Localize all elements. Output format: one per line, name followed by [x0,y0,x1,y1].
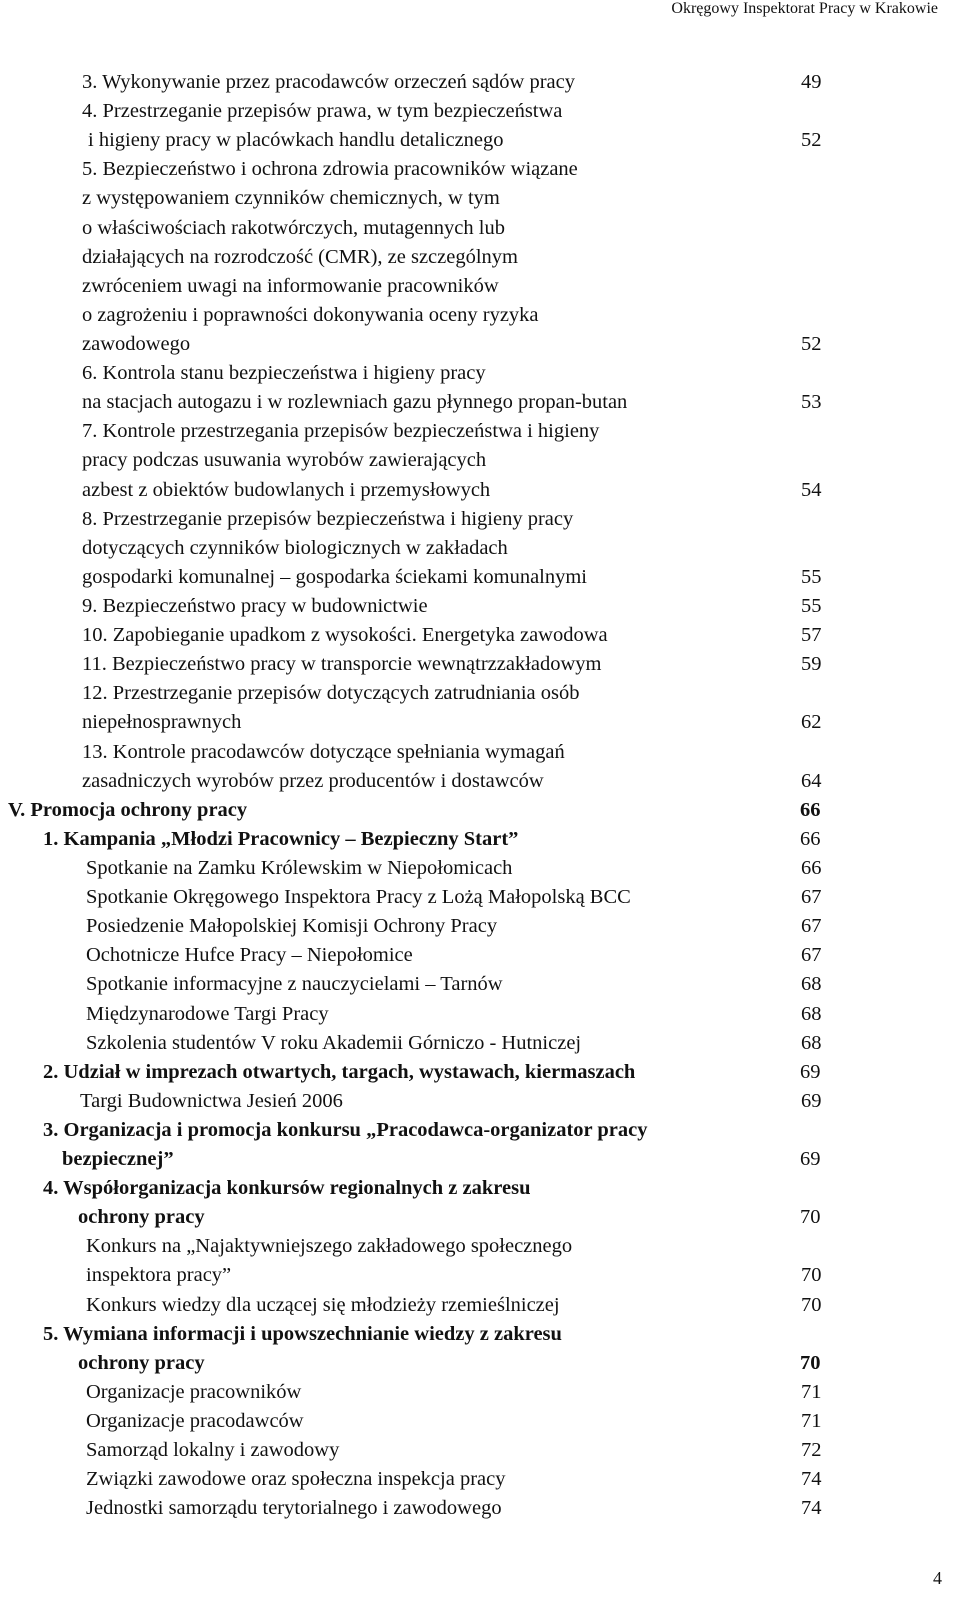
toc-entry-page: 66 [800,827,821,850]
toc-entry-page: 52 [801,129,822,152]
toc-entry-page: 57 [801,624,822,647]
toc-entry [0,708,960,737]
toc-entry [0,621,960,650]
toc-entry [0,1261,960,1290]
toc-entry [0,330,960,359]
table-of-contents [0,68,960,1523]
toc-entry-page: 68 [801,973,822,996]
toc-entry [0,214,960,243]
toc-entry-title: ochrony pracy [78,1351,205,1374]
running-header: Okręgowy Inspektorat Pracy w Krakowie [671,0,938,17]
toc-entry [0,476,960,505]
toc-entry [0,679,960,708]
toc-entry-title: zwróceniem uwagi na informowanie pracowników [82,274,499,297]
toc-entry [0,97,960,126]
toc-entry-title: Spotkanie informacyjne z nauczycielami – Tarnów [86,973,503,996]
toc-entry [0,941,960,970]
toc-entry-page: 67 [801,944,822,967]
toc-entry [0,1058,960,1087]
toc-entry-title: Konkurs wiedzy dla uczącej się młodzieży rzemieślniczej [86,1293,560,1316]
toc-entry-title: 9. Bezpieczeństwo pracy w budownictwie [82,594,428,617]
toc-entry-title: 6. Kontrola stanu bezpieczeństwa i higieny pracy [82,362,486,385]
toc-entry-title: gospodarki komunalnej – gospodarka ściekami komunalnymi [82,565,588,588]
toc-entry-page: 49 [801,71,822,93]
toc-entry-title: Targi Budownictwa Jesień 2006 [80,1089,343,1112]
toc-entry [0,825,960,854]
toc-entry-page: 64 [801,769,822,792]
toc-entry-title: i higieny pracy w placówkach handlu detalicznego [88,129,504,152]
toc-entry-title: Organizacje pracodawców [86,1410,304,1433]
toc-entry-page: 54 [801,478,822,501]
toc-entry-title: z występowaniem czynników chemicznych, w tym [82,187,500,210]
toc-entry [0,970,960,999]
toc-entry [0,1436,960,1465]
toc-entry-title: na stacjach autogazu i w rozlewniach gazu płynnego propan-butan [82,391,628,414]
toc-entry-title: pracy podczas usuwania wyrobów zawierających [82,449,487,472]
toc-entry-title: Spotkanie Okręgowego Inspektora Pracy z Lożą Małopolską BCC [86,886,631,909]
toc-entry-page: 71 [801,1380,822,1403]
toc-entry [0,505,960,534]
toc-entry-title: zasadniczych wyrobów przez producentów i dostawców [82,769,544,792]
toc-entry-title: 4. Przestrzeganie przepisów prawa, w tym bezpieczeństwa [82,100,563,123]
toc-entry-title: V. Promocja ochrony pracy [8,798,248,821]
toc-entry [0,534,960,563]
toc-entry [0,854,960,883]
toc-entry-title: dotyczących czynników biologicznych w zakładach [82,536,508,559]
toc-entry [0,1174,960,1203]
toc-entry-title: 3. Wykonywanie przez pracodawców orzeczeń sądów pracy [82,71,576,93]
toc-entry-page: 71 [801,1410,822,1433]
toc-entry-page: 62 [801,711,822,734]
toc-entry-title: Posiedzenie Małopolskiej Komisji Ochrony Pracy [86,915,498,938]
toc-entry [0,272,960,301]
toc-entry [0,243,960,272]
toc-entry [0,1145,960,1174]
toc-entry [0,1000,960,1029]
toc-entry-page: 69 [801,1089,822,1112]
toc-entry-page: 68 [801,1002,822,1025]
toc-entry [0,1465,960,1494]
toc-entry-title: Spotkanie na Zamku Królewskim w Niepołomicach [86,856,513,879]
toc-entry-title: Jednostki samorządu terytorialnego i zawodowego [86,1497,502,1520]
toc-entry-page: 70 [800,1206,821,1229]
toc-entry-page: 70 [800,1351,821,1374]
toc-entry-page: 70 [801,1264,822,1287]
toc-entry [0,359,960,388]
toc-entry-title: o zagrożeniu i poprawności dokonywania oceny ryzyka [82,303,539,326]
toc-entry-title: 7. Kontrole przestrzegania przepisów bezpieczeństwa i higieny [82,420,600,443]
toc-entry-title: działających na rozrodczość (CMR), ze szczególnym [82,245,518,268]
toc-entry-title: inspektora pracy” [86,1264,232,1287]
toc-entry-title: 4. Współorganizacja konkursów regionalnych z zakresu [43,1177,531,1200]
toc-entry-title: 2. Udział w imprezach otwartych, targach, wystawach, kiermaszach [43,1060,636,1083]
toc-entry-page: 53 [801,391,822,414]
toc-entry [0,883,960,912]
toc-entry-page: 68 [801,1031,822,1054]
toc-entry-title: 3. Organizacja i promocja konkursu „Pracodawca-organizator pracy [43,1118,648,1141]
toc-entry [0,388,960,417]
toc-entry-page: 55 [801,594,822,617]
toc-entry-page: 69 [800,1060,821,1083]
toc-entry-title: 10. Zapobieganie upadkom z wysokości. Energetyka zawodowa [82,624,608,647]
toc-entry-title: 1. Kampania „Młodzi Pracownicy – Bezpieczny Start” [43,827,519,850]
toc-entry-page: 52 [801,332,822,355]
toc-entry-page: 74 [801,1468,822,1491]
toc-entry [0,1029,960,1058]
toc-entry [0,417,960,446]
toc-entry-page: 67 [801,886,822,909]
toc-entry [0,1407,960,1436]
toc-entry [0,446,960,475]
toc-entry [0,912,960,941]
toc-entry [0,68,960,97]
toc-entry [0,301,960,330]
toc-entry-title: niepełnosprawnych [82,711,242,734]
toc-entry [0,563,960,592]
toc-entry [0,1378,960,1407]
toc-entry-page: 69 [800,1148,821,1171]
toc-entry [0,1349,960,1378]
toc-entry-title: 8. Przestrzeganie przepisów bezpieczeństwa i higieny pracy [82,507,574,530]
toc-entry [0,767,960,796]
toc-entry-title: Szkolenia studentów V roku Akademii Górniczo - Hutniczej [86,1031,582,1054]
toc-entry-title: 13. Kontrole pracodawców dotyczące spełniania wymagań [82,740,565,763]
toc-entry-title: 12. Przestrzeganie przepisów dotyczących zatrudniania osób [82,682,580,705]
toc-entry-title: Organizacje pracowników [86,1380,302,1403]
toc-entry [0,1116,960,1145]
toc-entry-title: Ochotnicze Hufce Pracy – Niepołomice [86,944,413,967]
toc-entry-title: bezpiecznej” [62,1148,174,1171]
toc-entry [0,738,960,767]
toc-entry-title: Międzynarodowe Targi Pracy [86,1002,329,1025]
toc-entry [0,1320,960,1349]
toc-entry-title: Konkurs na „Najaktywniejszego zakładowego społecznego [86,1235,573,1258]
toc-entry [0,1494,960,1523]
toc-entry-page: 74 [801,1497,822,1520]
toc-entry-page: 70 [801,1293,822,1316]
toc-entry-title: 5. Wymiana informacji i upowszechnianie wiedzy z zakresu [43,1322,562,1345]
toc-entry-title: Samorząd lokalny i zawodowy [86,1439,340,1462]
toc-entry [0,650,960,679]
toc-entry-title: 5. Bezpieczeństwo i ochrona zdrowia pracowników wiązane [82,158,578,181]
toc-entry [0,1291,960,1320]
toc-entry [0,126,960,155]
toc-entry-title: zawodowego [82,332,191,355]
toc-entry [0,155,960,184]
toc-entry [0,1232,960,1261]
toc-entry-page: 55 [801,565,822,588]
toc-entry-page: 66 [801,856,822,879]
page-number: 4 [933,1568,942,1588]
toc-entry [0,1087,960,1116]
toc-entry [0,592,960,621]
toc-entry [0,1203,960,1232]
toc-entry [0,796,960,825]
toc-entry-title: 11. Bezpieczeństwo pracy w transporcie wewnątrzzakładowym [82,653,602,676]
toc-entry-title: ochrony pracy [78,1206,205,1229]
toc-entry-title: azbest z obiektów budowlanych i przemysłowych [82,478,491,501]
toc-entry-title: Związki zawodowe oraz społeczna inspekcja pracy [86,1468,506,1491]
toc-entry [0,184,960,213]
toc-entry-page: 67 [801,915,822,938]
toc-entry-page: 59 [801,653,822,676]
toc-entry-page: 66 [800,798,821,821]
toc-entry-title: o właściwościach rakotwórczych, mutagennych lub [82,216,505,239]
toc-entry-page: 72 [801,1439,822,1462]
